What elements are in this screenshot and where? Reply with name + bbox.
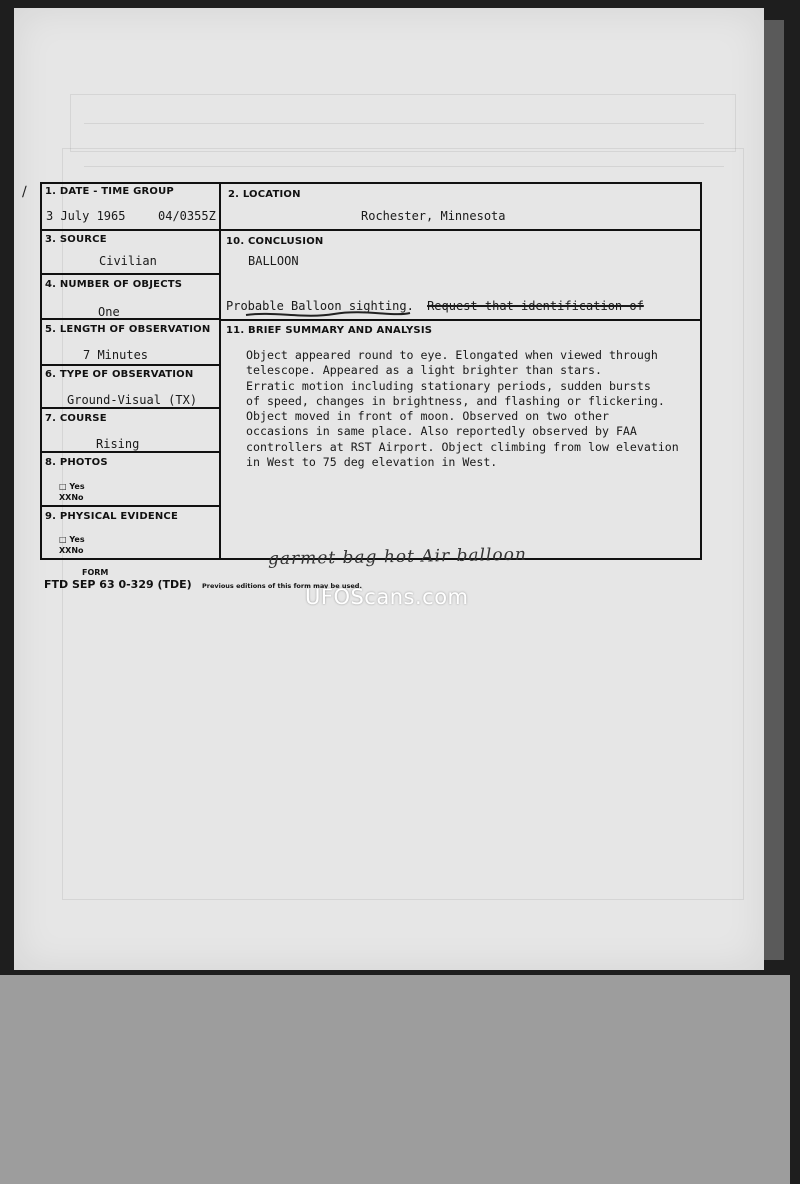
checkbox-icon: □	[59, 482, 67, 491]
summary-line: Erratic motion including stationary periods, sudden bursts	[246, 378, 651, 393]
previous-editions-note: Previous editions of this form may be used.	[202, 582, 362, 590]
summary-line: Object appeared round to eye. Elongated when viewed through	[246, 348, 658, 362]
page-edge-shadow	[764, 20, 784, 960]
length-of-observation-label: 5. LENGTH OF OBSERVATION	[45, 324, 211, 335]
summary-label: 11. BRIEF SUMMARY AND ANALYSIS	[226, 325, 433, 336]
summary-line: controllers at RST Airport. Object climbing from low elevation	[246, 439, 679, 454]
source-label: 3. SOURCE	[45, 234, 107, 245]
row-divider	[40, 318, 220, 320]
handwritten-note: garmet bag hot Air balloon	[267, 544, 527, 570]
source-value: Civilian	[99, 254, 157, 268]
number-of-objects-value: One	[98, 305, 120, 319]
checkbox-icon: □	[59, 535, 67, 544]
row-divider	[219, 229, 702, 231]
watermark: UFOScans.com	[305, 585, 469, 609]
conclusion-note-text: Probable Balloon sighting.	[226, 299, 414, 313]
struck-out-text: Request that identification of	[427, 299, 644, 313]
bleed-through-line	[84, 166, 724, 167]
row-divider	[40, 273, 220, 275]
row-divider	[40, 364, 220, 366]
column-divider	[219, 182, 221, 560]
row-divider	[40, 229, 220, 231]
location-value: Rochester, Minnesota	[361, 209, 506, 223]
length-of-observation-value: 7 Minutes	[83, 348, 149, 362]
photos-label: 8. PHOTOS	[45, 457, 108, 468]
conclusion-label: 10. CONCLUSION	[226, 236, 324, 247]
row-divider	[40, 451, 220, 453]
conclusion-value: BALLOON	[248, 254, 299, 268]
scanner-bed	[0, 975, 790, 1184]
time-value: 04/0355Z	[158, 209, 216, 223]
date-value: 3 July 1965	[46, 209, 126, 223]
form-number: FTD SEP 63 0-329 (TDE)	[44, 578, 192, 591]
number-of-objects-label: 4. NUMBER OF OBJECTS	[45, 279, 183, 290]
physical-evidence-yes-label: Yes	[69, 535, 85, 544]
location-label: 2. LOCATION	[228, 189, 301, 200]
summary-line: Object moved in front of moon. Observed on two other	[246, 409, 609, 424]
photos-no-option: XXNo	[59, 493, 84, 502]
bleed-through-line	[84, 123, 704, 124]
physical-evidence-yes-option	[59, 535, 85, 544]
row-divider	[40, 407, 220, 409]
type-of-observation-label: 6. TYPE OF OBSERVATION	[45, 369, 194, 380]
summary-line: telescope. Appeared as a light brighter than stars.	[246, 363, 602, 378]
photos-yes-option	[59, 482, 85, 491]
strikeout-scribble	[244, 310, 412, 320]
course-value: Rising	[96, 437, 140, 451]
physical-evidence-label: 9. PHYSICAL EVIDENCE	[45, 511, 178, 522]
check-mark: ∕	[22, 184, 27, 200]
summary-line: in West to 75 deg elevation in West.	[246, 455, 498, 470]
type-of-observation-value: Ground-Visual (TX)	[67, 393, 198, 407]
summary-line: occasions in same place. Also reportedly observed by FAA	[246, 424, 637, 439]
row-divider	[40, 505, 220, 507]
course-label: 7. COURSE	[45, 413, 107, 424]
photos-yes-label: Yes	[69, 482, 85, 491]
date-time-group-label: 1. DATE - TIME GROUP	[45, 186, 174, 197]
physical-evidence-no-option: XXNo	[59, 546, 84, 555]
form-word: FORM	[82, 568, 109, 577]
summary-line: of speed, changes in brightness, and flashing or flickering.	[246, 393, 665, 408]
summary-text	[246, 348, 716, 470]
